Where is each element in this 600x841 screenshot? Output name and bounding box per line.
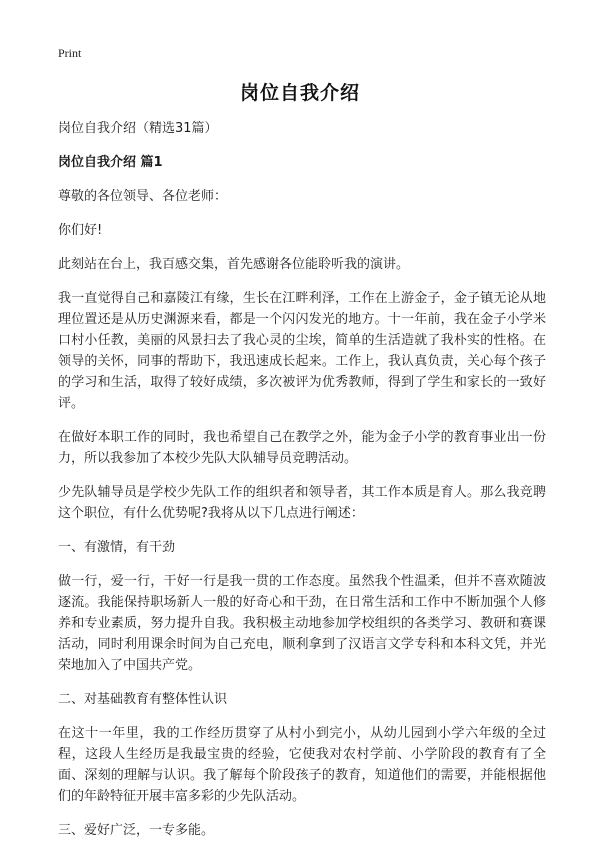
paragraph-background: 我一直觉得自己和嘉陵江有缘，生长在江畔利泽，工作在上游金子，金子镇无论从地理位置还是从历史渊源来看，都是一个闪闪发光的地方。十一年前，我在金子小学米口村小任教，美丽的风景扫去了我心灵的尘埃，简单的生活造就了我朴实的性格。在领导的关怀，同事的帮助下，我迅速成长起来。工作上，我认真负责，关心每个孩子的学习和生活，取得了较好成绩，多次被评为优秀教师，得到了学生和家长的一致好评。 bbox=[58, 291, 546, 411]
document-subtitle: 岗位自我介绍（精选31篇） bbox=[58, 121, 218, 136]
print-link[interactable]: Print bbox=[58, 46, 82, 60]
point-heading-2: 二、对基础教育有整体性认识 bbox=[58, 692, 228, 707]
paragraph-role: 少先队辅导员是学校少先队工作的组织者和领导者，其工作本质是育人。那么我竞聘这个职位，有什么优势呢?我将从以下几点进行阐述： bbox=[58, 485, 546, 521]
point-heading-1: 一、有激情，有干劲 bbox=[58, 540, 176, 555]
section-title: 岗位自我介绍 篇1 bbox=[58, 155, 163, 170]
document-body bbox=[58, 118, 546, 841]
paragraph-salutation: 尊敬的各位领导、各位老师： bbox=[58, 189, 228, 204]
paragraph-point-2: 在这十一年里，我的工作经历贯穿了从村小到完小，从幼儿园到小学六年级的全过程，这段人生经历是我最宝贵的经验，它使我对农村学前、小学阶段的教育有了全面、深刻的理解与认识。我了解每个阶段孩子的教育，知道他们的需要，并能根据他们的年龄特征开展丰富多彩的少先队活动。 bbox=[58, 726, 546, 804]
point-heading-3: 三、爱好广泛，一专多能。 bbox=[58, 823, 215, 838]
paragraph-point-1: 做一行，爱一行，干好一行是我一贯的工作态度。虽然我个性温柔，但并不喜欢随波逐流。我能保持职场新人一般的好奇心和干劲，在日常生活和工作中不断加强个人修养和专业素质，努力提升自我。我积极主动地参加学校组织的各类学习、教研和赛课活动，同时利用课余时间为自己充电，顺利拿到了汉语言文学专科和本科文凭，并光荣地加入了中国共产党。 bbox=[58, 574, 546, 673]
paragraph-motivation: 在做好本职工作的同时，我也希望自己在教学之外，能为金子小学的教育事业出一份力，所以我参加了本校少先队大队辅导员竞聘活动。 bbox=[58, 430, 546, 466]
document-title: 岗位自我介绍 bbox=[239, 82, 360, 104]
paragraph-greeting: 你们好! bbox=[58, 223, 103, 238]
paragraph-intro: 此刻站在台上，我百感交集，首先感谢各位能聆听我的演讲。 bbox=[58, 257, 410, 272]
